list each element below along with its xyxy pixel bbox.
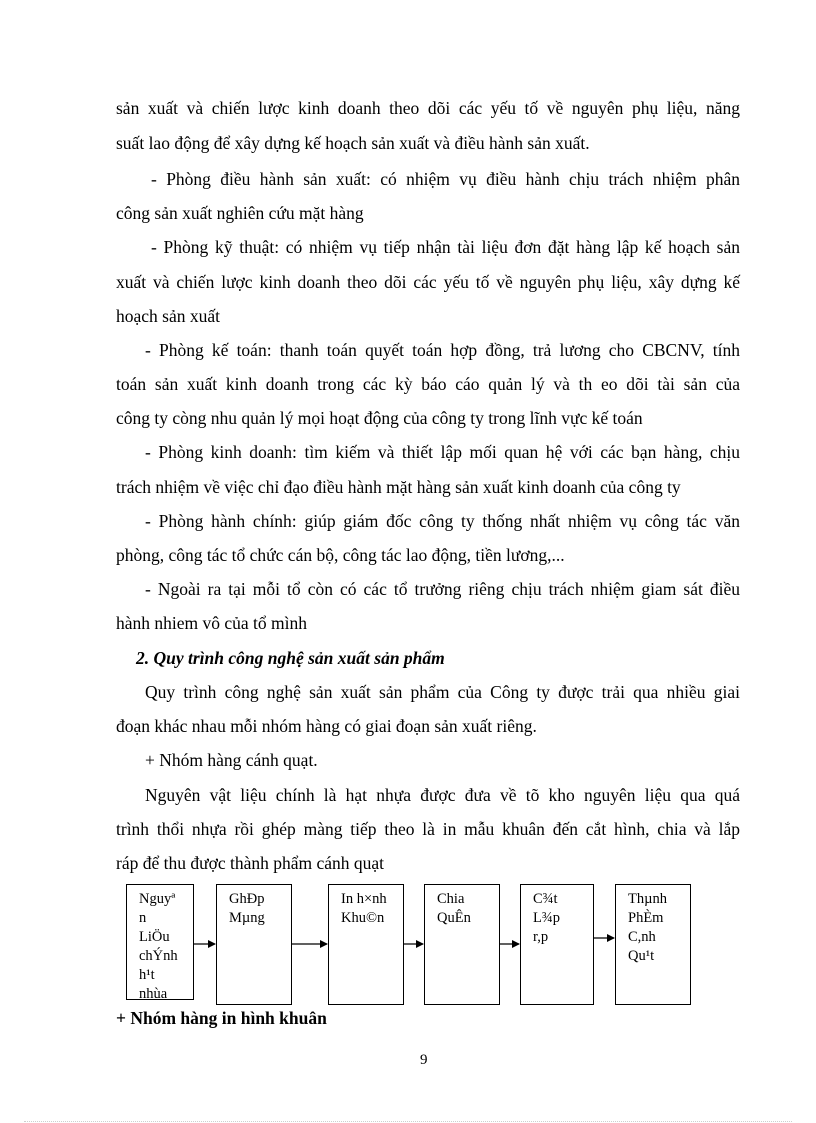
flow-box-text: Qu¹t bbox=[628, 948, 655, 964]
page-border-dotted bbox=[24, 1121, 792, 1122]
section-heading: 2. Quy trình công nghệ sản xuất sản phẩm bbox=[136, 648, 445, 668]
flow-box-text: Chia bbox=[437, 891, 465, 907]
paragraph-line: xuất và chiến lược kinh doanh theo dõi các yếu tố về nguyên phụ liệu, xây dựng kế bbox=[116, 272, 740, 292]
flow-box-text: In h×nh bbox=[341, 891, 387, 907]
flow-box-text: h¹t bbox=[139, 967, 155, 983]
paragraph-line: công ty còng nhu quản lý mọi hoạt động của công ty trong lĩnh vực kế toán bbox=[116, 408, 643, 428]
flow-box-text: Mµng bbox=[229, 910, 265, 926]
group-label: + Nhóm hàng in hình khuân bbox=[116, 1008, 327, 1028]
paragraph-line: - Phòng kinh doanh: tìm kiếm và thiết lập mối quan hệ với các bạn hàng, chịu bbox=[145, 442, 740, 462]
flow-box-text: chÝnh bbox=[139, 948, 178, 964]
flow-box-text: nhùa bbox=[139, 986, 168, 1000]
flow-box-text: PhÈm bbox=[628, 910, 664, 926]
paragraph-line: suất lao động để xây dựng kế hoạch sản xuất và điều hành sản xuất. bbox=[116, 133, 590, 153]
paragraph-line: trình thổi nhựa rồi ghép màng tiếp theo là in mẫu khuân đến cắt hình, chia và lắp bbox=[116, 819, 740, 839]
paragraph-line: - Phòng kế toán: thanh toán quyết toán hợp đồng, trả lương cho CBCNV, tính bbox=[145, 340, 740, 360]
paragraph-line: toán sản xuất kinh doanh trong các kỳ báo cáo quản lý và th eo dõi tài sản của bbox=[116, 374, 740, 394]
paragraph-line: - Phòng kỹ thuật: có nhiệm vụ tiếp nhận tài liệu đơn đặt hàng lập kế hoạch sản bbox=[151, 237, 740, 257]
paragraph-line: hoạch sản xuất bbox=[116, 306, 220, 326]
paragraph-line: phòng, công tác tổ chức cán bộ, công tác lao động, tiền lương,... bbox=[116, 545, 565, 565]
paragraph-line: ráp để thu được thành phẩm cánh quạt bbox=[116, 853, 385, 873]
paragraph-line: công sản xuất nghiên cứu mặt hàng bbox=[116, 203, 364, 223]
paragraph-line: Nguyên vật liệu chính là hạt nhựa được đưa về tõ kho nguyên liệu qua quá bbox=[145, 785, 740, 805]
flow-box-text: Nguyª bbox=[139, 891, 176, 907]
flow-box-text: QuÊn bbox=[437, 910, 471, 926]
flow-box-text: C,nh bbox=[628, 929, 656, 945]
flow-box-text: Khu©n bbox=[341, 910, 385, 926]
page-number: 9 bbox=[420, 1052, 428, 1068]
flow-box-text: GhÐp bbox=[229, 891, 265, 907]
paragraph-line: - Phòng hành chính: giúp giám đốc công ty thống nhất nhiệm vụ công tác văn bbox=[145, 511, 740, 531]
paragraph-line: - Ngoài ra tại mỗi tổ còn có các tổ trưởng riêng chịu trách nhiệm giam sát điều bbox=[145, 579, 740, 599]
paragraph-line: sản xuất và chiến lược kinh doanh theo dõi các yếu tố về nguyên phụ liệu, năng bbox=[116, 98, 740, 118]
flow-box-text: LiÖu bbox=[139, 929, 170, 945]
flow-box-text: C¾t bbox=[533, 891, 558, 907]
paragraph-line: hành nhiem vô của tổ mình bbox=[116, 613, 308, 633]
flow-box-text: Thµnh bbox=[628, 891, 667, 907]
flow-box-text: n bbox=[139, 910, 147, 926]
paragraph-line: - Phòng điều hành sản xuất: có nhiệm vụ điều hành chịu trách nhiệm phân bbox=[151, 169, 740, 189]
paragraph-line: trách nhiệm về việc chỉ đạo điều hành mặt hàng sản xuất kinh doanh của công ty bbox=[116, 477, 681, 497]
paragraph-line: đoạn khác nhau mỗi nhóm hàng có giai đoạn sản xuất riêng. bbox=[116, 716, 537, 736]
flow-box-text: r,p bbox=[533, 929, 549, 945]
group-label: + Nhóm hàng cánh quạt. bbox=[145, 750, 318, 770]
flow-box-text: L¾p bbox=[533, 910, 560, 926]
paragraph-line: Quy trình công nghệ sản xuất sản phẩm của Công ty được trải qua nhiều giai bbox=[145, 682, 740, 702]
